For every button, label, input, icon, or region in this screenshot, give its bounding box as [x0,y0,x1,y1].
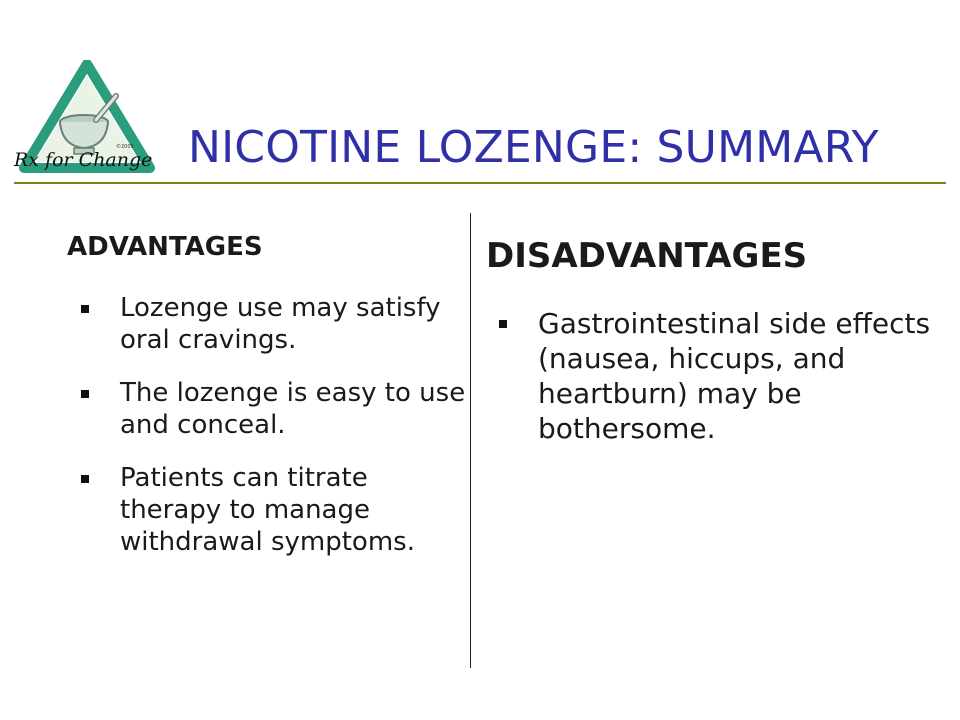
list-item-text: Patients can titrate therapy to manage withdrawal symptoms. [120,463,415,557]
disadvantages-list [498,306,948,446]
list-item-text: Gastrointestinal side effects (nausea, hiccups, and heartburn) may be bothersome. [538,307,931,445]
advantages-list [80,292,470,579]
column-divider [470,213,471,668]
disadvantages-heading: DISADVANTAGES [486,236,808,276]
bullet-icon [81,475,89,483]
bullet-icon [81,305,89,313]
bullet-icon [499,320,507,328]
bullet-icon [81,390,89,398]
logo-copyright: ©2005 [116,144,134,150]
list-item-text: Lozenge use may satisfy oral cravings. [120,293,441,355]
rx-for-change-logo [12,60,162,180]
advantages-heading: ADVANTAGES [67,232,263,262]
list-item [80,462,470,558]
slide-title: NICOTINE LOZENGE: SUMMARY [188,122,879,173]
list-item-text: The lozenge is easy to use and conceal. [120,378,466,440]
list-item [80,377,470,441]
title-rule [14,182,946,184]
list-item [80,292,470,356]
list-item [498,306,948,446]
logo-text: Rx for Change [14,149,153,171]
